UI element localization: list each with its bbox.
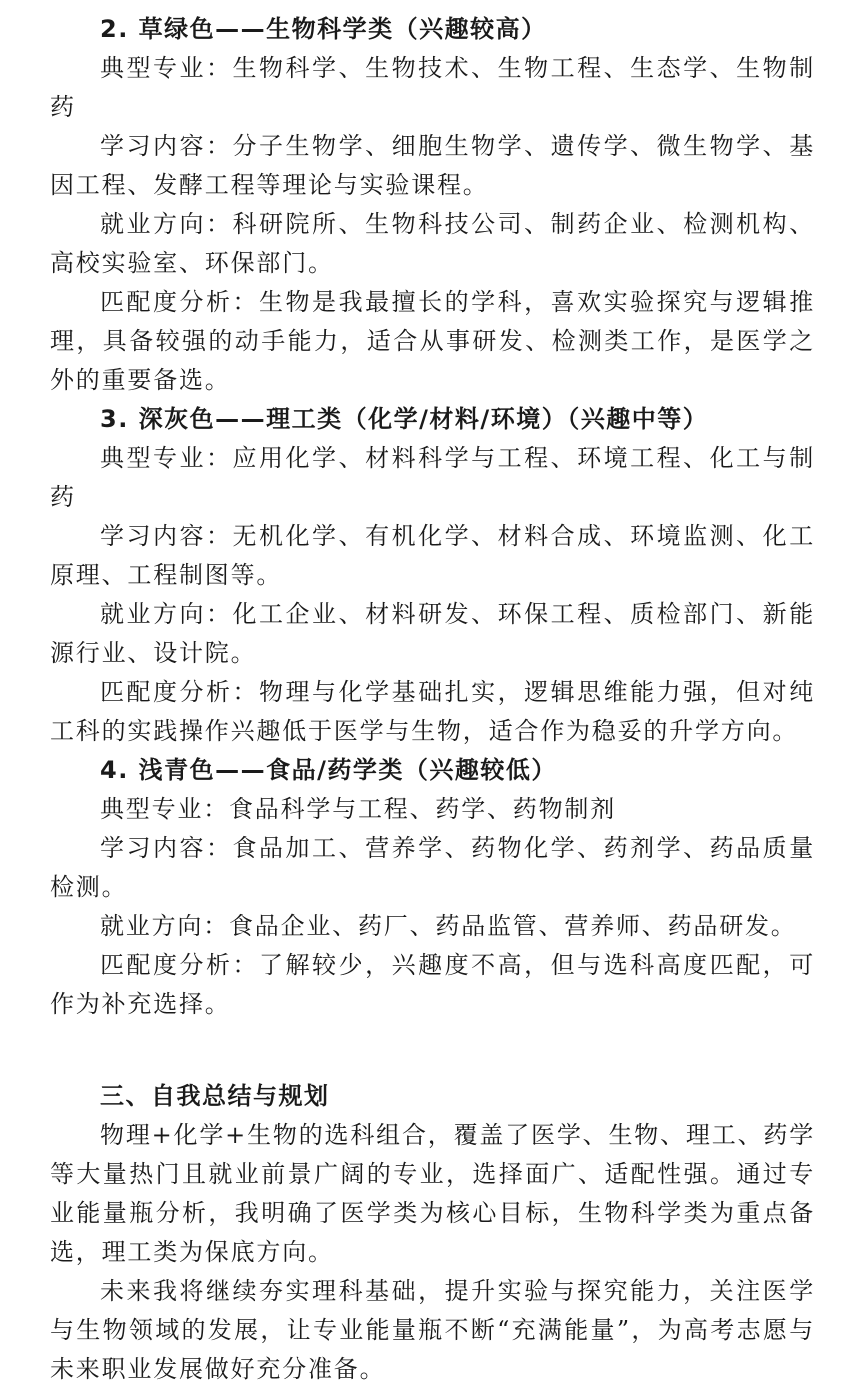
document-page xyxy=(50,10,815,1389)
typical-majors: 典型专业：食品科学与工程、药学、药物制剂 xyxy=(100,795,616,823)
group-heading: 3. 深灰色——理工类（化学/材料/环境）（兴趣中等） xyxy=(100,405,709,433)
typical-majors: 典型专业：应用化学、材料科学与工程、环境工程、化工与制药 xyxy=(50,444,815,511)
group-engineering xyxy=(50,400,815,751)
summary-heading: 三、自我总结与规划 xyxy=(100,1082,330,1110)
group-biology xyxy=(50,10,815,400)
career-direction: 就业方向：科研院所、生物科技公司、制药企业、检测机构、高校实验室、环保部门。 xyxy=(50,210,815,277)
match-analysis: 匹配度分析：了解较少，兴趣度不高，但与选科高度匹配，可作为补充选择。 xyxy=(50,951,815,1018)
group-heading: 4. 浅青色——食品/药学类（兴趣较低） xyxy=(100,756,557,784)
group-heading: 2. 草绿色——生物科学类（兴趣较高） xyxy=(100,15,547,43)
study-content: 学习内容：无机化学、有机化学、材料合成、环境监测、化工原理、工程制图等。 xyxy=(50,522,815,589)
study-content: 学习内容：分子生物学、细胞生物学、遗传学、微生物学、基因工程、发酵工程等理论与实验课程。 xyxy=(50,132,815,199)
career-direction: 就业方向：食品企业、药厂、药品监管、营养师、药品研发。 xyxy=(100,912,797,940)
section-gap xyxy=(50,1024,815,1077)
study-content: 学习内容：食品加工、营养学、药物化学、药剂学、药品质量检测。 xyxy=(50,834,815,901)
summary-paragraph-2: 未来我将继续夯实理科基础，提升实验与探究能力，关注医学与生物领域的发展，让专业能量瓶不断“充满能量”，为高考志愿与未来职业发展做好充分准备。 xyxy=(50,1277,815,1383)
summary-section xyxy=(50,1077,815,1389)
match-analysis: 匹配度分析：生物是我最擅长的学科，喜欢实验探究与逻辑推理，具备较强的动手能力，适合从事研发、检测类工作，是医学之外的重要备选。 xyxy=(50,288,815,394)
match-analysis: 匹配度分析：物理与化学基础扎实，逻辑思维能力强，但对纯工科的实践操作兴趣低于医学与生物，适合作为稳妥的升学方向。 xyxy=(50,678,815,745)
typical-majors: 典型专业：生物科学、生物技术、生物工程、生态学、生物制药 xyxy=(50,54,815,121)
career-direction: 就业方向：化工企业、材料研发、环保工程、质检部门、新能源行业、设计院。 xyxy=(50,600,815,667)
summary-paragraph-1: 物理+化学+生物的选科组合，覆盖了医学、生物、理工、药学等大量热门且就业前景广阔的专业，选择面广、适配性强。通过专业能量瓶分析，我明确了医学类为核心目标，生物科学类为重点备选，理工类为保底方向。 xyxy=(50,1121,815,1266)
group-food-pharmacy xyxy=(50,751,815,1024)
